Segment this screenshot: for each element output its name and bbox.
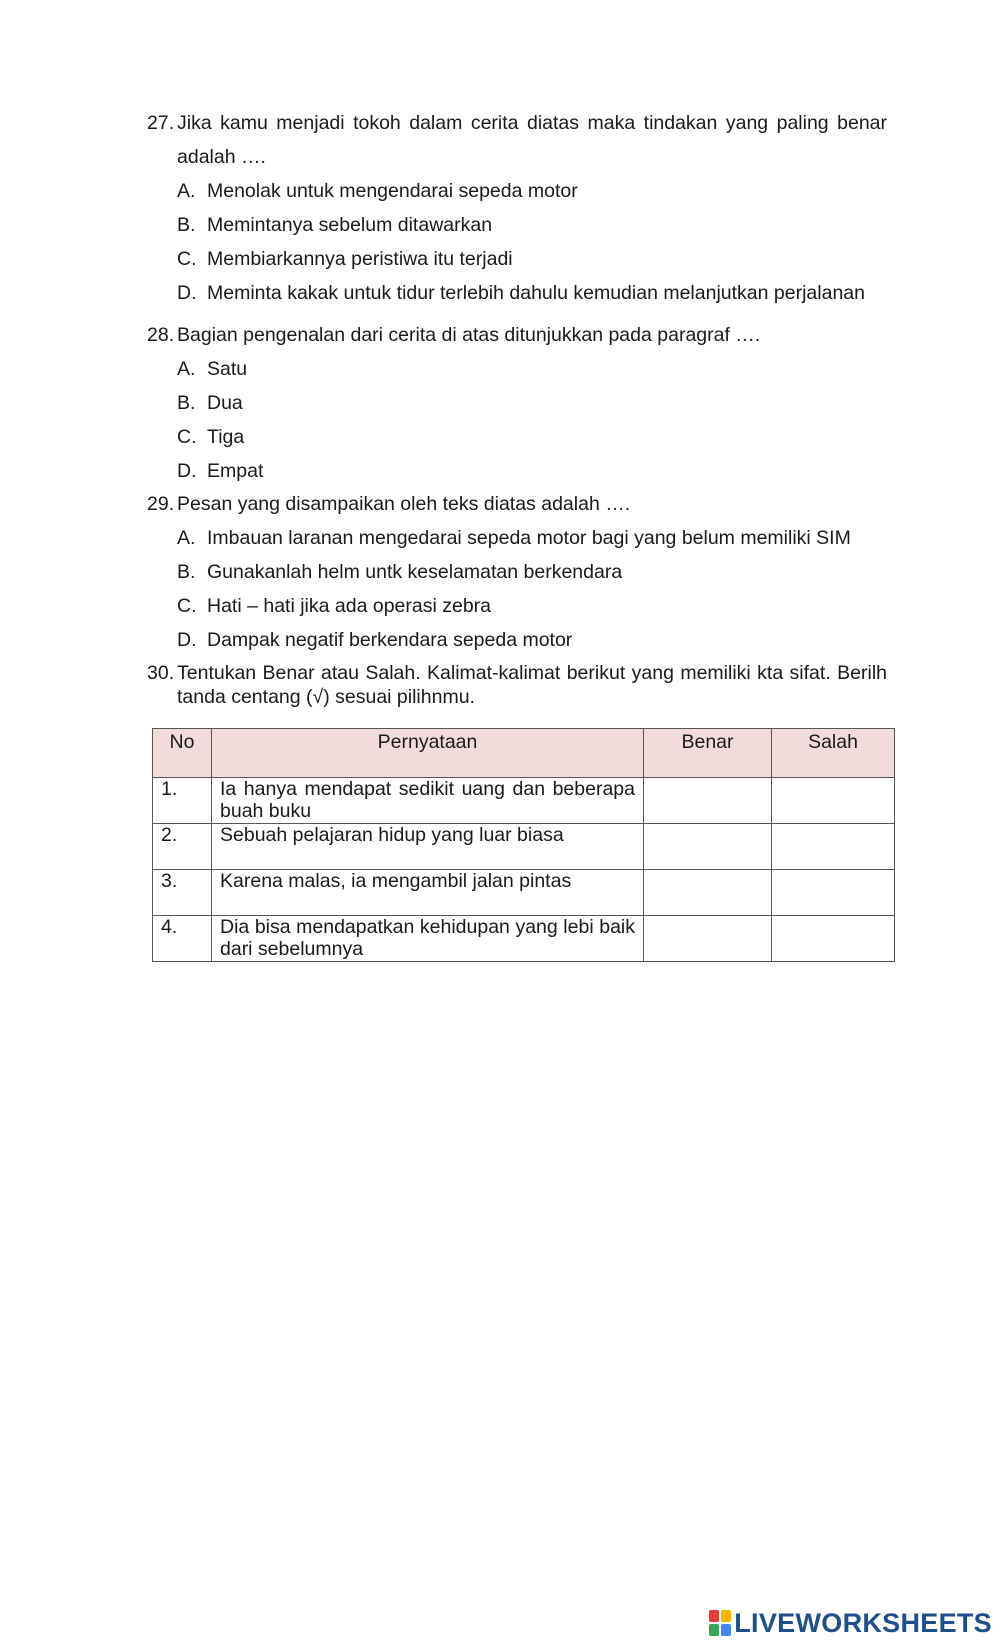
question-text: Bagian pengenalan dari cerita di atas ditunjukkan pada paragraf ….: [177, 324, 761, 346]
options-list: [177, 174, 887, 310]
question-number: 27.: [147, 112, 175, 134]
option-text: Tiga: [207, 426, 245, 448]
option-b[interactable]: [177, 555, 887, 589]
answer-false-cell[interactable]: [772, 916, 895, 962]
option-c[interactable]: [177, 420, 887, 454]
brand-name: LIVEWORKSHEETS: [734, 1607, 992, 1638]
question-number: 28.: [147, 324, 175, 346]
option-c[interactable]: [177, 589, 887, 623]
logo-square: [721, 1610, 731, 1622]
row-number: 4.: [153, 916, 212, 962]
option-letter: B.: [177, 392, 196, 414]
option-d[interactable]: [177, 276, 887, 310]
true-false-table: [152, 728, 895, 962]
row-statement: Dia bisa mendapatkan kehidupan yang lebi baik dari sebelumnya: [212, 916, 644, 962]
options-list: [177, 521, 887, 657]
row-statement: Ia hanya mendapat sedikit uang dan beberapa buah buku: [212, 778, 644, 824]
option-text: Satu: [207, 358, 248, 380]
option-text: Dampak negatif berkendara sepeda motor: [207, 629, 573, 651]
liveworksheets-logo[interactable]: [709, 1608, 992, 1638]
question-text: Pesan yang disampaikan oleh teks diatas adalah ….: [177, 493, 631, 515]
option-text: Meminta kakak untuk tidur terlebih dahulu kemudian melanjutkan perjalanan: [207, 282, 865, 304]
question-text: Jika kamu menjadi tokoh dalam cerita diatas maka tindakan yang paling benar adalah ….: [177, 112, 887, 168]
logo-square: [709, 1624, 719, 1636]
option-text: Empat: [207, 460, 264, 482]
header-false: Salah: [772, 729, 895, 778]
answer-true-cell[interactable]: [644, 870, 772, 916]
option-letter: D.: [177, 282, 197, 304]
options-list: [177, 352, 887, 488]
option-text: Gunakanlah helm untk keselamatan berkendara: [207, 561, 623, 583]
option-text: Memintanya sebelum ditawarkan: [207, 214, 493, 236]
header-no: No: [153, 729, 212, 778]
brand-mark-icon: [709, 1610, 731, 1636]
table-row: [153, 824, 895, 870]
option-letter: A.: [177, 527, 196, 549]
question-30: [147, 661, 887, 709]
row-number: 3.: [153, 870, 212, 916]
option-letter: B.: [177, 214, 196, 236]
answer-false-cell[interactable]: [772, 824, 895, 870]
row-statement: Karena malas, ia mengambil jalan pintas: [212, 870, 644, 916]
table-row: [153, 870, 895, 916]
option-a[interactable]: [177, 352, 887, 386]
option-text: Dua: [207, 392, 243, 414]
option-letter: C.: [177, 595, 197, 617]
question-text: Tentukan Benar atau Salah. Kalimat-kalimat berikut yang memiliki kta sifat. Berilh tanda centang (√) sesuai pilihnmu.: [177, 662, 887, 708]
row-number: 2.: [153, 824, 212, 870]
row-number: 1.: [153, 778, 212, 824]
option-text: Membiarkannya peristiwa itu terjadi: [207, 248, 513, 270]
question-29: [147, 487, 887, 657]
option-d[interactable]: [177, 454, 887, 488]
option-c[interactable]: [177, 242, 887, 276]
answer-false-cell[interactable]: [772, 870, 895, 916]
option-letter: A.: [177, 180, 196, 202]
option-a[interactable]: [177, 174, 887, 208]
option-letter: D.: [177, 629, 197, 651]
option-letter: A.: [177, 358, 196, 380]
option-letter: C.: [177, 426, 197, 448]
option-text: Imbauan laranan mengedarai sepeda motor bagi yang belum memiliki SIM: [207, 527, 851, 549]
option-b[interactable]: [177, 208, 887, 242]
logo-square: [709, 1610, 719, 1622]
option-b[interactable]: [177, 386, 887, 420]
option-letter: D.: [177, 460, 197, 482]
option-a[interactable]: [177, 521, 887, 555]
option-text: Menolak untuk mengendarai sepeda motor: [207, 180, 578, 202]
question-number: 30.: [147, 662, 175, 684]
option-letter: C.: [177, 248, 197, 270]
logo-square: [721, 1624, 731, 1636]
answer-false-cell[interactable]: [772, 778, 895, 824]
answer-true-cell[interactable]: [644, 778, 772, 824]
table-row: [153, 778, 895, 824]
question-27: [147, 106, 887, 310]
row-statement: Sebuah pelajaran hidup yang luar biasa: [212, 824, 644, 870]
table-header-row: [153, 729, 895, 778]
question-number: 29.: [147, 493, 175, 515]
answer-true-cell[interactable]: [644, 824, 772, 870]
option-letter: B.: [177, 561, 196, 583]
header-true: Benar: [644, 729, 772, 778]
option-d[interactable]: [177, 623, 887, 657]
option-text: Hati – hati jika ada operasi zebra: [207, 595, 491, 617]
answer-true-cell[interactable]: [644, 916, 772, 962]
header-statement: Pernyataan: [212, 729, 644, 778]
question-28: [147, 318, 887, 488]
table-row: [153, 916, 895, 962]
